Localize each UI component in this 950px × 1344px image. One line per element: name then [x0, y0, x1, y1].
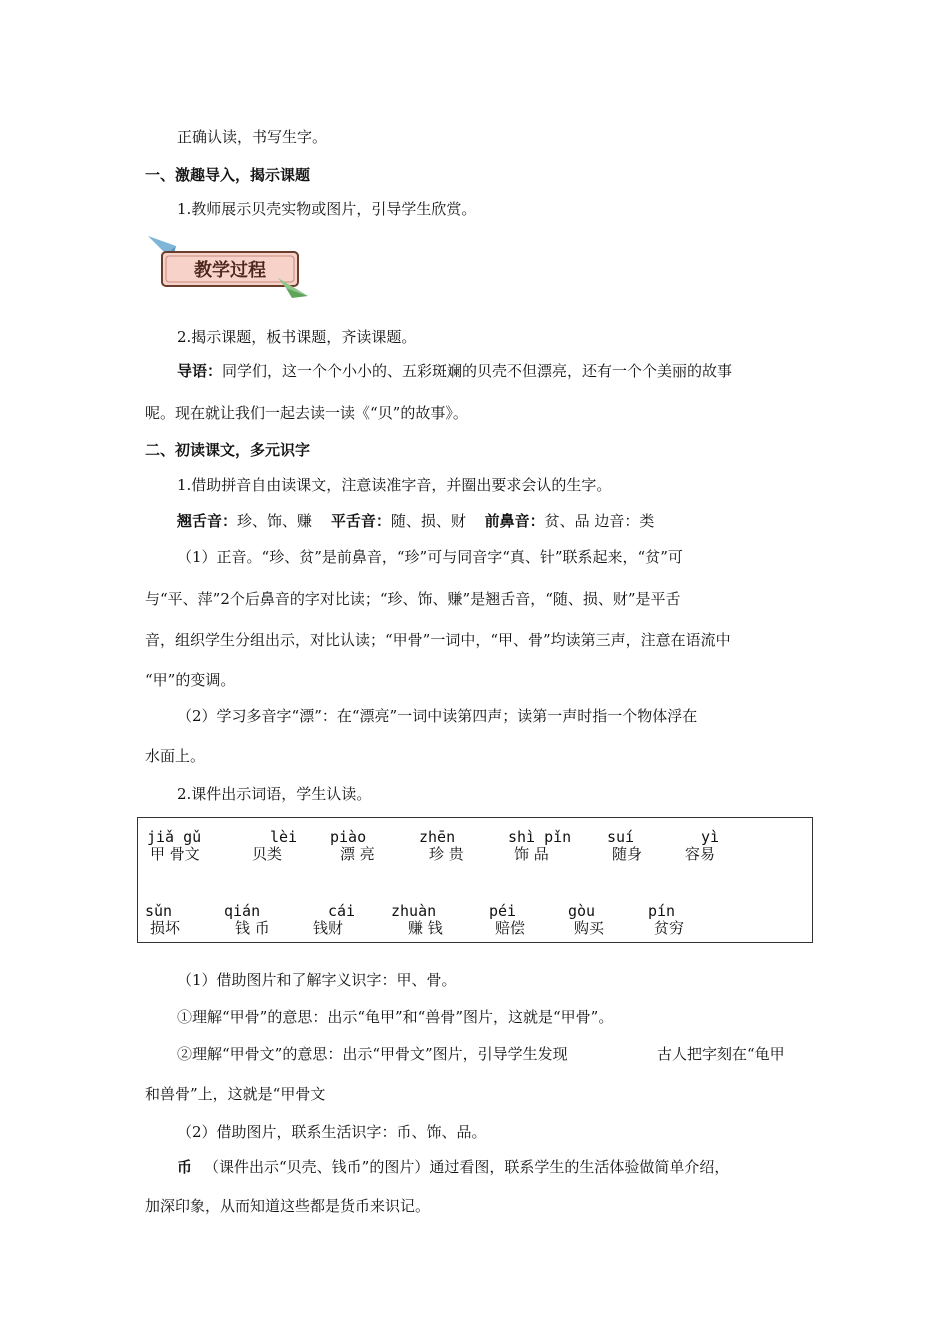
word: 贫穷	[654, 919, 685, 937]
text-line: （2）借助图片，联系生活识字：币、饰、品。	[177, 1123, 487, 1141]
text-line: 和兽骨”上，这就是“甲骨文	[145, 1085, 326, 1103]
coin-paragraph	[177, 1157, 729, 1177]
word: 赔偿	[495, 919, 526, 937]
coin-text: （课件出示“贝壳、钱币”的图片）通过看图，联系学生的生活体验做简单介绍，	[204, 1158, 730, 1176]
word: 贝类	[252, 845, 283, 863]
intro-label: 导语：	[177, 362, 223, 380]
section-heading: 二、初读课文，多元识字	[145, 441, 311, 459]
intro-paragraph	[177, 361, 732, 381]
word: 钱财	[313, 919, 344, 937]
vocabulary-box	[137, 817, 813, 943]
text-line: 正确认读，书写生字。	[177, 128, 328, 146]
pinyin: shì pǐn	[508, 828, 572, 846]
pinyin: cái	[328, 902, 356, 920]
category-text: 贫、品 边音：类	[544, 512, 655, 530]
category-text: 珍、饰、赚	[237, 512, 313, 530]
pinyin: péi	[489, 902, 517, 920]
word: 损坏	[150, 919, 181, 937]
category-text: 随、损、财	[390, 512, 466, 530]
text-line: 2.揭示课题，板书课题，齐读课题。	[177, 328, 417, 346]
text-line: 2.课件出示词语，学生认读。	[177, 785, 372, 803]
text-line: 与“平、萍”2个后鼻音的字对比读；“珍、饰、赚”是翘舌音，“随、损、财”是平舌	[145, 590, 681, 608]
pinyin: jiǎ gǔ	[147, 828, 202, 846]
category-label: 平舌音：	[330, 512, 391, 530]
word: 赚 钱	[408, 919, 443, 937]
sound-categories	[177, 511, 654, 531]
intro-text: 同学们，这一个个小小的、五彩斑斓的贝壳不但漂亮，还有一个个美丽的故事	[222, 362, 733, 380]
category-label: 翘舌音：	[177, 512, 238, 530]
pinyin: gòu	[568, 902, 596, 920]
teaching-process-badge	[146, 232, 311, 300]
word: 珍 贵	[429, 845, 464, 863]
word: 甲 骨文	[150, 845, 200, 863]
coin-label: 币	[177, 1158, 193, 1176]
text-line: 呢。现在就让我们一起去读一读《“贝”的故事》。	[145, 404, 468, 422]
text-line: （1）正音。“珍、贫”是前鼻音，“珍”可与同音字“真、针”联系起来，“贫”可	[177, 548, 683, 566]
text-line: （2）学习多音字“漂”：在“漂亮”一词中读第四声；读第一声时指一个物体浮在	[177, 707, 698, 725]
word: 容易	[685, 845, 716, 863]
text-line: ②理解“甲骨文”的意思：出示“甲骨文”图片，引导学生发现	[177, 1045, 568, 1063]
text-line: 水面上。	[145, 747, 206, 765]
word: 漂 亮	[340, 845, 375, 863]
word: 购买	[574, 919, 605, 937]
pinyin: qián	[224, 902, 261, 920]
pinyin: pín	[648, 902, 676, 920]
text-line: 古人把字刻在“龟甲	[657, 1045, 785, 1063]
word: 随身	[612, 845, 643, 863]
text-line: 1.教师展示贝壳实物或图片，引导学生欣赏。	[177, 200, 477, 218]
text-line: （1）借助图片和了解字义识字：甲、骨。	[177, 971, 457, 989]
text-line: ①理解“甲骨”的意思：出示“龟甲”和“兽骨”图片，这就是“甲骨”。	[177, 1008, 614, 1026]
text-line: 音，组织学生分组出示，对比认读；“甲骨”一词中，“甲、骨”均读第三声，注意在语流中	[145, 631, 731, 649]
section-heading: 一、激趣导入，揭示课题	[145, 166, 311, 184]
badge-text: 教学过程	[194, 260, 266, 281]
text-line: “甲”的变调。	[145, 671, 236, 689]
text-line: 加深印象，从而知道这些都是货币来识记。	[145, 1197, 431, 1215]
word: 饰 品	[514, 845, 549, 863]
text-line: 1.借助拼音自由读课文，注意读准字音，并圈出要求会认的生字。	[177, 476, 612, 494]
pinyin: zhēn	[419, 828, 456, 846]
pinyin: zhuàn	[391, 902, 437, 920]
pinyin: suí	[607, 828, 635, 846]
category-label: 前鼻音：	[484, 512, 545, 530]
pinyin: sǔn	[145, 902, 173, 920]
pinyin: piào	[330, 828, 367, 846]
pinyin: yì	[701, 828, 720, 846]
pinyin: lèi	[270, 828, 298, 846]
word: 钱 币	[235, 919, 270, 937]
